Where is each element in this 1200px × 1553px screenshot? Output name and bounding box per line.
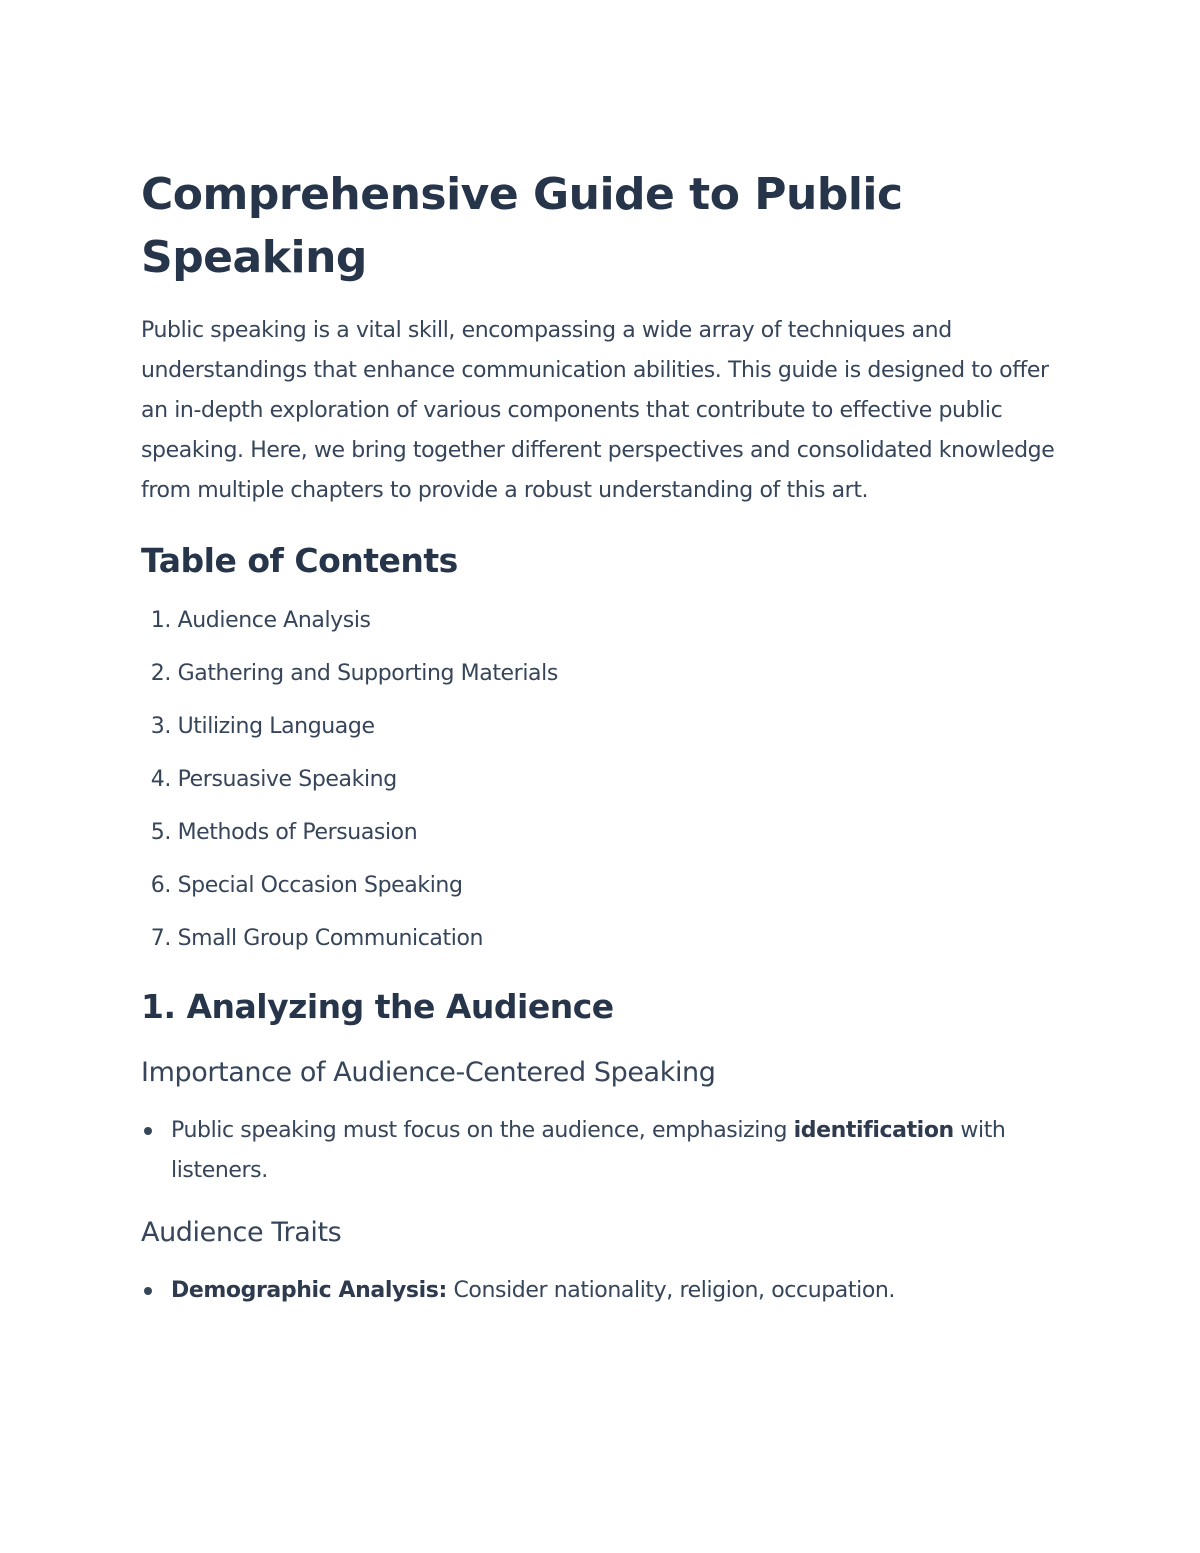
toc-item-number: 4. (150, 767, 171, 792)
bullet-list (141, 1271, 1061, 1311)
toc-item (141, 870, 1061, 902)
toc-item-label: Persuasive Speaking (177, 767, 397, 792)
bullet-item (141, 1271, 1061, 1311)
toc-item (141, 923, 1061, 955)
toc-item (141, 817, 1061, 849)
document-title: Comprehensive Guide to Public Speaking (141, 169, 903, 283)
toc-item (141, 711, 1061, 743)
bullet-dot-icon (144, 1287, 152, 1295)
toc-item-number: 7. (150, 926, 171, 951)
subsection-heading: Importance of Audience-Centered Speaking (141, 1057, 716, 1088)
toc-item (141, 764, 1061, 796)
bullet-list (141, 1111, 1061, 1191)
toc-item-label: Methods of Persuasion (177, 820, 418, 845)
document-content (141, 163, 1061, 1311)
subsection-heading: Audience Traits (141, 1217, 342, 1248)
toc-item-number: 2. (150, 661, 171, 686)
toc-item (141, 605, 1061, 637)
section-heading: 1. Analyzing the Audience (141, 987, 614, 1026)
toc-item-number: 3. (150, 714, 171, 739)
toc-item-label: Gathering and Supporting Materials (177, 661, 558, 686)
toc-item-number: 6. (150, 873, 171, 898)
toc-heading: Table of Contents (141, 541, 458, 580)
toc-item-label: Utilizing Language (177, 714, 375, 739)
intro-paragraph: Public speaking is a vital skill, encompassing a wide array of techniques and understandings that enhance communication abilities. This guide is designed to offer an in-depth exploration of various components that contribute to effective public speaking. Here, we bring together different perspectives and consolidated knowledge from multiple chapters to provide a robust understanding of this art. (141, 318, 1055, 503)
bullet-bold-term: identification (793, 1118, 954, 1143)
toc-list (141, 605, 1061, 955)
bullet-item (141, 1111, 1061, 1191)
toc-item-number: 5. (150, 820, 171, 845)
toc-item-number: 1. (150, 608, 171, 633)
toc-item-label: Special Occasion Speaking (177, 873, 463, 898)
bullet-text: Consider nationality, religion, occupation. (446, 1278, 896, 1303)
bullet-bold-term: Demographic Analysis: (171, 1278, 447, 1303)
bullet-text: with listeners. (171, 1118, 1006, 1183)
bullet-dot-icon (144, 1127, 152, 1135)
bullet-text: Public speaking must focus on the audience, emphasizing (171, 1118, 794, 1143)
toc-item-label: Small Group Communication (177, 926, 484, 951)
toc-item-label: Audience Analysis (177, 608, 371, 633)
toc-item (141, 658, 1061, 690)
